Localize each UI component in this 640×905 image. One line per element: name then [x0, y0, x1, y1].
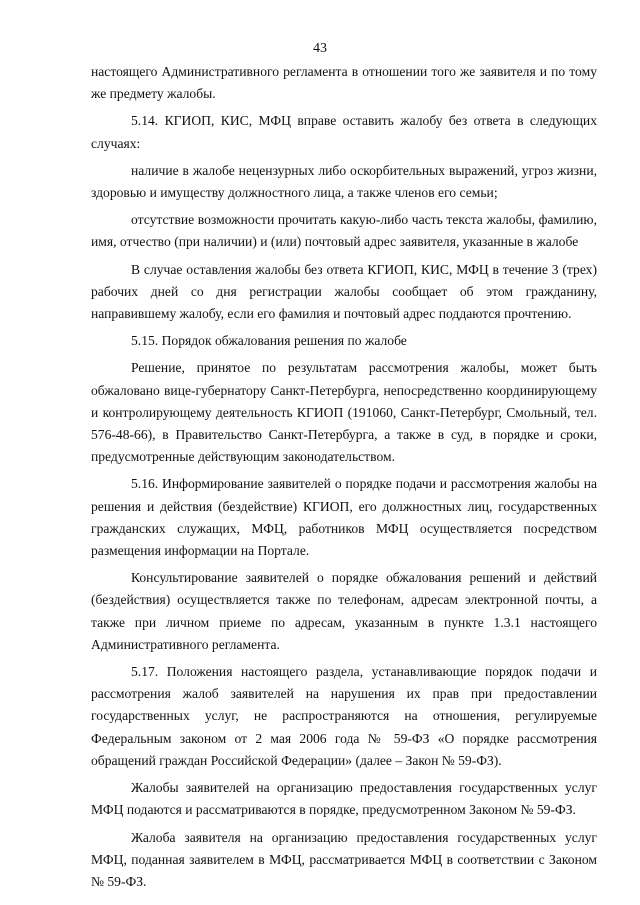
page-number: 43	[313, 41, 327, 56]
paragraph-5-14: 5.14. КГИОП, КИС, МФЦ вправе оставить жалобу без ответа в следующих случаях:	[91, 113, 597, 151]
paragraph-consulting: Консультирование заявителей о порядке обжалования решений и действий (бездействия) осуществляется также по телефонам, адресам электронной почты, а также при личном приеме по адресам, указанным в пункте 1.3.1 настоящего Административного регламента.	[91, 570, 597, 652]
paragraph-mfc-complaints: Жалобы заявителей на организацию предоставления государственных услуг МФЦ подаются и рассматриваются в порядке, предусмотренном Законом № 59-ФЗ.	[91, 780, 597, 818]
paragraph-5-17: 5.17. Положения настоящего раздела, устанавливающие порядок подачи и рассмотрения жалоб заявителей на нарушения их прав при предоставлении государственных услуг, не распространяются на отношения, регулируемые Федеральным законом от 2 мая 2006 года № 59-ФЗ «О порядке рассмотрения обращений граждан Российской Федерации» (далее – Закон № 59-ФЗ).	[91, 664, 597, 768]
document-body	[91, 61, 597, 898]
paragraph-appeal-decision: Решение, принятое по результатам рассмотрения жалобы, может быть обжаловано вице-губернатору Санкт-Петербурга, непосредственно координирующему и контролирующему деятельность КГИОП (191060, Санкт-Петербург, Смольный, тел. 576-48-66), в Правительство Санкт-Петербурга, а также в суд, в порядке и сроки, предусмотренные действующим законодательством.	[91, 360, 597, 465]
paragraph-continuation: настоящего Административного регламента в отношении того же заявителя и по тому же предмету жалобы.	[91, 64, 597, 102]
paragraph-no-answer-notice: В случае оставления жалобы без ответа КГИОП, КИС, МФЦ в течение 3 (трех) рабочих дней со дня регистрации жалобы сообщает об этом гражданину, направившему жалобу, если его фамилия и почтовый адрес поддаются прочтению.	[91, 261, 597, 322]
paragraph-5-15: 5.15. Порядок обжалования решения по жалобе	[131, 333, 407, 349]
paragraph-mfc-review: Жалоба заявителя на организацию предоставления государственных услуг МФЦ, поданная заявителем в МФЦ, рассматривается МФЦ в соответствии с Законом № 59-ФЗ.	[91, 829, 597, 889]
paragraph-5-16: 5.16. Информирование заявителей о порядке подачи и рассмотрения жалобы на решения и действия (бездействие) КГИОП, его должностных лиц, государственных гражданских служащих, МФЦ, работников МФЦ осуществляется посредством размещения информации на Портале.	[91, 476, 597, 559]
paragraph-unreadable-text: отсутствие возможности прочитать какую-либо часть текста жалобы, фамилию, имя, отчество (при наличии) и (или) почтовый адрес заявителя, указанные в жалобе	[91, 212, 597, 250]
paragraph-obscene-language: наличие в жалобе нецензурных либо оскорбительных выражений, угроз жизни, здоровью и имуществу должностного лица, а также членов его семьи;	[91, 162, 597, 201]
